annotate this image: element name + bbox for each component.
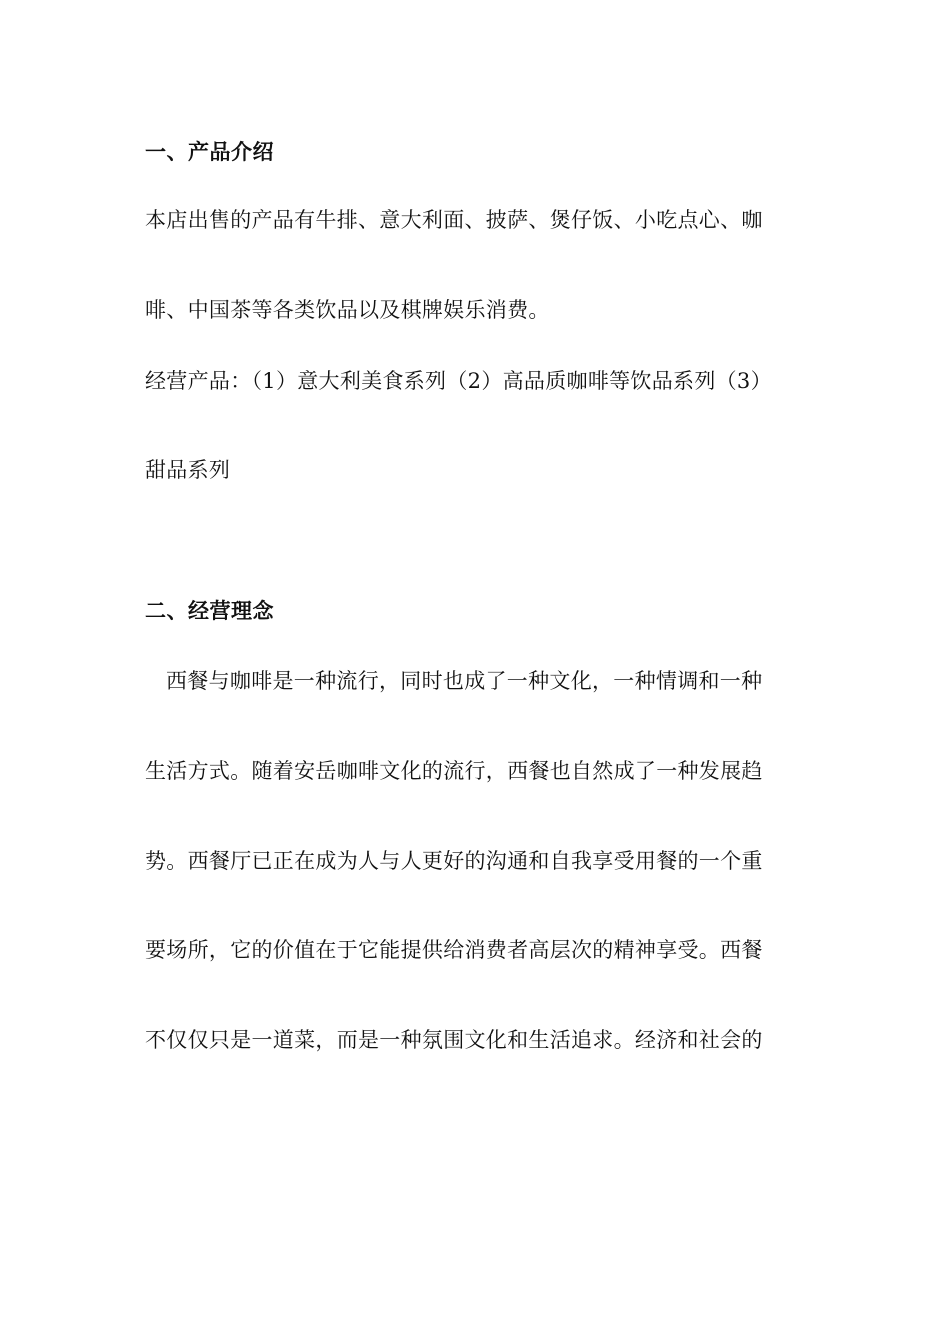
philosophy-paragraph-line-2: 生活方式。随着安岳咖啡文化的流行，西餐也自然成了一种发展趋 [145,759,763,783]
philosophy-paragraph-line-5: 不仅仅只是一道菜，而是一种氛围文化和生活追求。经济和社会的 [145,1028,763,1052]
philosophy-paragraph-line-3: 势。西餐厅已正在成为人与人更好的沟通和自我享受用餐的一个重 [145,849,763,873]
business-products-line-1: 经营产品：（1）意大利美食系列（2）高品质咖啡等饮品系列（3） [145,369,772,393]
section-heading-product-intro: 一、产品介绍 [145,139,274,164]
section-heading-business-philosophy: 二、经营理念 [145,598,274,623]
philosophy-paragraph-line-1: 西餐与咖啡是一种流行，同时也成了一种文化，一种情调和一种 [166,669,763,693]
product-intro-paragraph-line-2: 啡、中国茶等各类饮品以及棋牌娱乐消费。 [145,298,550,322]
philosophy-paragraph-line-4: 要场所，它的价值在于它能提供给消费者高层次的精神享受。西餐 [145,938,763,962]
business-products-line-2: 甜品系列 [145,458,231,482]
product-intro-paragraph-line-1: 本店出售的产品有牛排、意大利面、披萨、煲仔饭、小吃点心、咖 [145,208,763,232]
